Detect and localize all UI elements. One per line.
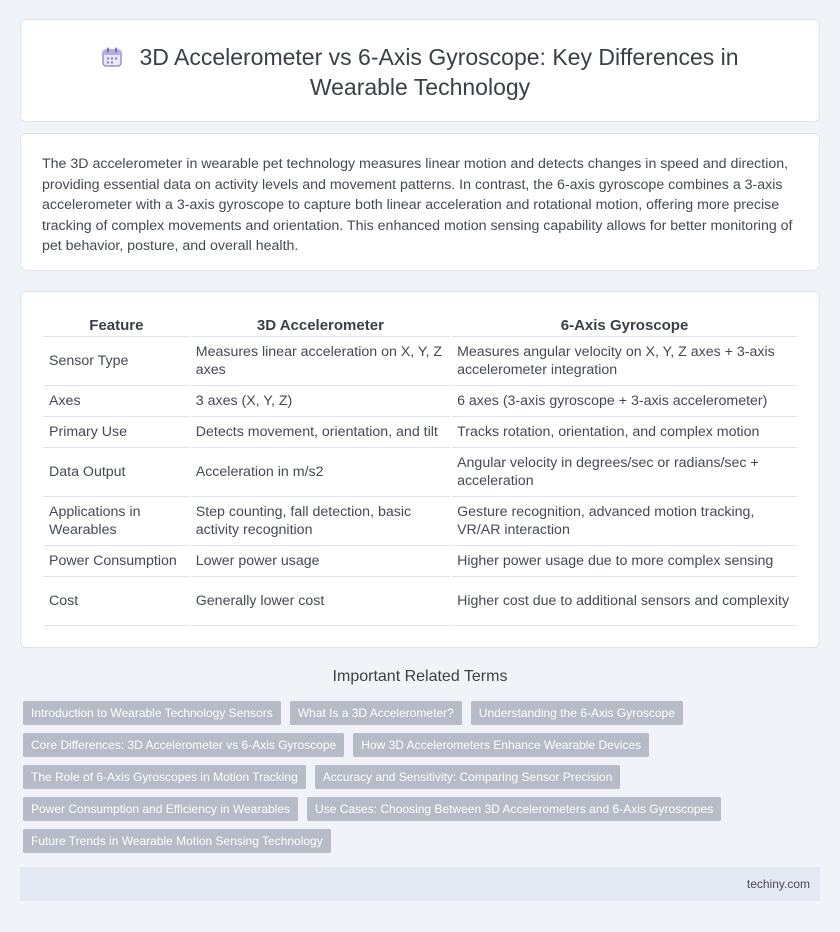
table-cell: Acceleration in m/s2: [191, 448, 450, 497]
table-row: [44, 497, 797, 546]
related-term-tag[interactable]: Use Cases: Choosing Between 3D Accelerometers and 6-Axis Gyroscopes: [307, 797, 721, 821]
table-row: [44, 448, 797, 497]
table-cell: Sensor Type: [44, 337, 189, 386]
related-term-tag[interactable]: Understanding the 6-Axis Gyroscope: [471, 701, 683, 725]
table-row: [44, 417, 797, 448]
related-term-tag[interactable]: Core Differences: 3D Accelerometer vs 6-Axis Gyroscope: [23, 733, 344, 757]
table-header-row: [44, 315, 797, 337]
related-term-tag[interactable]: Introduction to Wearable Technology Sensors: [23, 701, 281, 725]
related-term-tag[interactable]: Future Trends in Wearable Motion Sensing Technology: [23, 829, 331, 853]
table-cell: Tracks rotation, orientation, and complex motion: [452, 417, 797, 448]
related-terms-list: [23, 701, 813, 861]
tag-row: [23, 829, 813, 853]
tag-row: [23, 765, 813, 789]
title-card: [20, 19, 820, 122]
table-cell: Measures angular velocity on X, Y, Z axes + 3-axis accelerometer integration: [452, 337, 797, 386]
table-cell: 6 axes (3-axis gyroscope + 3-axis accelerometer): [452, 386, 797, 417]
intro-paragraph: The 3D accelerometer in wearable pet technology measures linear motion and detects changes in speed and direction, providing essential data on activity levels and movement patterns. In contrast, the 6-axis gyroscope combines a 3-axis accelerometer with a 3-axis gyroscope to capture both linear acceleration and rotational motion, offering more precise tracking of complex movements and orientation. This enhanced motion sensing capability allows for better monitoring of pet behavior, posture, and overall health.: [42, 156, 793, 254]
footer-site-link[interactable]: techiny.com: [746, 877, 810, 891]
table-cell: Angular velocity in degrees/sec or radians/sec + acceleration: [452, 448, 797, 497]
related-term-tag[interactable]: What Is a 3D Accelerometer?: [290, 701, 462, 725]
tag-row: [23, 733, 813, 757]
table-row: [44, 546, 797, 577]
related-term-tag[interactable]: The Role of 6-Axis Gyroscopes in Motion Tracking: [23, 765, 306, 789]
table-cell: Detects movement, orientation, and tilt: [191, 417, 450, 448]
tag-row: [23, 797, 813, 821]
table-cell: Applications in Wearables: [44, 497, 189, 546]
column-header: 3D Accelerometer: [191, 315, 450, 337]
table-cell: Higher cost due to additional sensors and complexity: [452, 577, 797, 626]
calendar-icon: [101, 46, 123, 68]
table-cell: Power Consumption: [44, 546, 189, 577]
related-term-tag[interactable]: How 3D Accelerometers Enhance Wearable Devices: [353, 733, 649, 757]
related-term-tag[interactable]: Power Consumption and Efficiency in Wearables: [23, 797, 298, 821]
table-cell: Step counting, fall detection, basic activity recognition: [191, 497, 450, 546]
table-cell: Cost: [44, 577, 189, 626]
table-row: [44, 337, 797, 386]
comparison-table-card: [20, 291, 820, 648]
table-row: [44, 386, 797, 417]
title-text: 3D Accelerometer vs 6-Axis Gyroscope: Key Differences in Wearable Technology: [139, 44, 739, 100]
related-term-tag[interactable]: Accuracy and Sensitivity: Comparing Sensor Precision: [315, 765, 620, 789]
comparison-table: [42, 315, 799, 626]
table-cell: Measures linear acceleration on X, Y, Z axes: [191, 337, 450, 386]
table-cell: Gesture recognition, advanced motion tracking, VR/AR interaction: [452, 497, 797, 546]
table-cell: Generally lower cost: [191, 577, 450, 626]
table-cell: Higher power usage due to more complex sensing: [452, 546, 797, 577]
column-header: Feature: [44, 315, 189, 337]
tag-row: [23, 701, 813, 725]
table-row: [44, 577, 797, 626]
table-cell: Data Output: [44, 448, 189, 497]
table-cell: Lower power usage: [191, 546, 450, 577]
table-cell: Axes: [44, 386, 189, 417]
column-header: 6-Axis Gyroscope: [452, 315, 797, 337]
page-title: [61, 42, 779, 102]
related-terms-heading: Important Related Terms: [332, 668, 508, 685]
intro-card: [20, 133, 820, 271]
footer: [20, 867, 820, 901]
table-cell: 3 axes (X, Y, Z): [191, 386, 450, 417]
table-cell: Primary Use: [44, 417, 189, 448]
